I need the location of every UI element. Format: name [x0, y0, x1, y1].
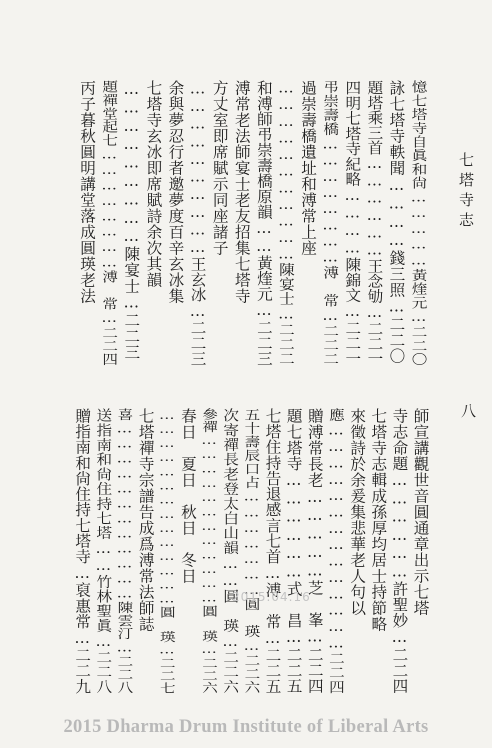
toc-entry-text: 丙子暮秋圓明講堂落成圓瑛老法	[78, 80, 97, 304]
toc-entry-text: 過崇壽橋遺址和溥常上座	[299, 80, 318, 256]
toc-entry-text: 七塔禪寺宗譜告成爲溥常法師誌	[136, 408, 155, 632]
toc-entry-text: 參禪………………………………圓 瑛…二二六	[200, 408, 219, 694]
toc-entry-text: 四明七塔寺紀略…………陳錦文…二二一	[343, 80, 362, 366]
running-title: 七塔寺志	[457, 152, 475, 232]
page-number: 八	[459, 403, 477, 419]
toc-entry-text: ……………………………………圓 瑛…二二七	[157, 408, 176, 694]
toc-entry-text: 贈溥常長老……………芝 峯…二二四	[305, 408, 324, 694]
toc-entry-text: ……………………………陳宴士…二二二	[276, 80, 295, 366]
toc-entry-text: 次寄禪長老登太白山韻……圓 瑛…二二六	[221, 408, 240, 694]
toc-entry-text: 師宣講觀世音圓通章出示七塔	[411, 408, 430, 616]
toc-entry-text: 送指南和尙住持七塔……竹林聖眞…二二八	[94, 408, 113, 694]
toc-entry-text: 詠七塔寺軼聞…………錢三照…二二〇	[387, 80, 406, 364]
toc-entry-text: 寺志命題………………許聖妙…二二四	[390, 408, 409, 694]
toc-entry-text: 題塔乘三首………………王念劬…二二一	[365, 80, 384, 366]
toc-entry-text: 七塔住持告退感言七首…溥 常…二二五	[263, 408, 282, 694]
toc-entry-text: 弔崇壽橋……………………溥 常…二二二	[321, 80, 340, 366]
toc-entry-text: 來徵詩於余爰集悲華老人句以	[348, 408, 367, 616]
toc-entry-text: 五十壽辰口占…………………圓 瑛…二二六	[242, 408, 261, 694]
toc-entry-text: 溥常老法師宴士老友招集七塔寺	[232, 80, 251, 304]
toc-entry-text: ………………………陳宴士…二二三	[122, 80, 141, 360]
toc-entry-text: 喜………………………………陳雲汀…二二八	[115, 408, 134, 694]
toc-entry-text: 七塔寺玄冰即席賦詩余次其韻	[144, 80, 163, 288]
toc-entry-text: 贈指南和尙住持七塔寺…裒惠常…二二九	[73, 408, 92, 694]
toc-entry-text: …………………………王玄冰…二二三	[188, 80, 207, 366]
toc-entry-text: 題七塔寺………………式 昌…二二五	[284, 408, 303, 694]
toc-entry-text: 春日 夏日 秋日 冬日	[178, 408, 197, 584]
toc-entry-text: 和溥師弔崇壽橋原韻……黃煃元…二二三	[254, 80, 273, 366]
toc-entry-text: 余與夢忍行者邀夢度百辛玄冰集	[166, 80, 185, 304]
date-stamp-watermark: 2015.04.16	[232, 590, 311, 604]
toc-entry-text: 方丈室即席賦示同座諸子	[210, 80, 229, 256]
toc-entry-text: 應……………………………………二二四	[326, 408, 345, 694]
toc-entry-text: 七塔寺志輯成孫厚均居士持節略	[369, 408, 388, 632]
toc-entry-text: 題禪堂起七……………………溥 常…二二四	[100, 80, 119, 366]
toc-entry-text: 憶七塔寺自眞和尙……………黃煃元…二二〇	[409, 80, 428, 366]
footer-watermark: 2015 Dharma Drum Institute of Liberal Arts	[63, 717, 429, 737]
